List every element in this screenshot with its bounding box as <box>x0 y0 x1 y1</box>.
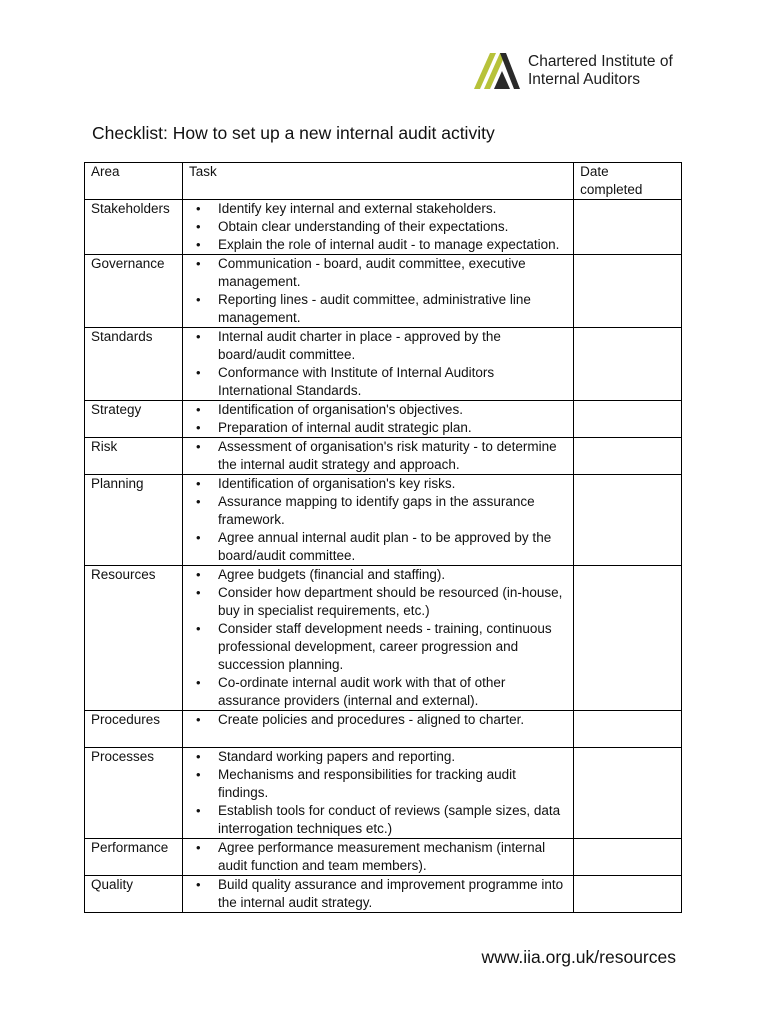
task-list <box>189 839 567 875</box>
logo-text <box>528 53 673 89</box>
checklist-body <box>85 200 682 913</box>
task-cell <box>182 711 573 748</box>
date-completed-cell[interactable] <box>574 711 682 748</box>
table-row <box>85 475 682 566</box>
table-row <box>85 328 682 401</box>
date-completed-cell[interactable] <box>574 475 682 566</box>
task-item: • Internal audit charter in place - approved by the board/audit committee. <box>189 328 567 364</box>
task-list <box>189 748 567 838</box>
area-cell: Risk <box>85 438 183 475</box>
task-cell <box>182 876 573 913</box>
task-item: • Obtain clear understanding of their expectations. <box>189 218 567 236</box>
date-completed-cell[interactable] <box>574 438 682 475</box>
area-cell: Governance <box>85 255 183 328</box>
table-row <box>85 711 682 748</box>
area-cell: Performance <box>85 839 183 876</box>
task-item: • Agree performance measurement mechanism (internal audit function and team members). <box>189 839 567 875</box>
header-date-line-1: Date <box>580 164 609 179</box>
date-completed-cell[interactable] <box>574 255 682 328</box>
task-item: • Build quality assurance and improvement programme into the internal audit strategy. <box>189 876 567 912</box>
task-item: • Standard working papers and reporting. <box>189 748 567 766</box>
table-header-row <box>85 163 682 200</box>
area-cell: Procedures <box>85 711 183 748</box>
task-item: • Preparation of internal audit strategic plan. <box>189 419 567 437</box>
task-item: • Reporting lines - audit committee, administrative line management. <box>189 291 567 327</box>
task-item: • Establish tools for conduct of reviews (sample sizes, data interrogation techniques etc.) <box>189 802 567 838</box>
area-cell: Resources <box>85 566 183 711</box>
task-item: • Mechanisms and responsibilities for tracking audit findings. <box>189 766 567 802</box>
task-item: • Co-ordinate internal audit work with that of other assurance providers (internal and external). <box>189 674 567 710</box>
area-cell: Standards <box>85 328 183 401</box>
footer-url[interactable]: www.iia.org.uk/resources <box>481 947 676 967</box>
table-row <box>85 200 682 255</box>
area-cell: Strategy <box>85 401 183 438</box>
task-cell <box>182 475 573 566</box>
task-cell <box>182 839 573 876</box>
header-area: Area <box>85 163 183 200</box>
task-item: • Consider how department should be resourced (in-house, buy in specialist requirements, etc.) <box>189 584 567 620</box>
task-item: • Explain the role of internal audit - to manage expectation. <box>189 236 567 254</box>
table-row <box>85 401 682 438</box>
date-completed-cell[interactable] <box>574 566 682 711</box>
task-list <box>189 200 567 254</box>
date-completed-cell[interactable] <box>574 328 682 401</box>
task-item: • Agree annual internal audit plan - to be approved by the board/audit committee. <box>189 529 567 565</box>
date-completed-cell[interactable] <box>574 876 682 913</box>
task-cell <box>182 200 573 255</box>
header-date-line-2: completed <box>580 182 643 197</box>
task-item: • Assessment of organisation's risk maturity - to determine the internal audit strategy and approach. <box>189 438 567 474</box>
table-row <box>85 438 682 475</box>
iia-chevron-logo-icon <box>474 51 520 91</box>
table-row <box>85 566 682 711</box>
table-row <box>85 255 682 328</box>
task-list <box>189 255 567 327</box>
task-list <box>189 401 567 437</box>
task-cell <box>182 748 573 839</box>
task-item: • Identification of organisation's objectives. <box>189 401 567 419</box>
task-list <box>189 438 567 474</box>
task-cell <box>182 566 573 711</box>
table-row <box>85 876 682 913</box>
date-completed-cell[interactable] <box>574 839 682 876</box>
task-list <box>189 711 567 729</box>
date-completed-cell[interactable] <box>574 401 682 438</box>
header-task: Task <box>182 163 573 200</box>
task-cell <box>182 438 573 475</box>
iia-logo <box>474 51 673 91</box>
task-item: • Conformance with Institute of Internal Auditors International Standards. <box>189 364 567 400</box>
task-list <box>189 876 567 912</box>
area-cell: Quality <box>85 876 183 913</box>
task-list <box>189 566 567 710</box>
task-cell <box>182 401 573 438</box>
checklist-table <box>84 162 682 913</box>
table-row <box>85 748 682 839</box>
task-item: • Create policies and procedures - aligned to charter. <box>189 711 567 729</box>
task-item: • Assurance mapping to identify gaps in the assurance framework. <box>189 493 567 529</box>
task-item: • Identify key internal and external stakeholders. <box>189 200 567 218</box>
task-item: • Agree budgets (financial and staffing). <box>189 566 567 584</box>
task-list <box>189 328 567 400</box>
task-item: • Communication - board, audit committee, executive management. <box>189 255 567 291</box>
date-completed-cell[interactable] <box>574 200 682 255</box>
header-date-completed <box>574 163 682 200</box>
date-completed-cell[interactable] <box>574 748 682 839</box>
task-cell <box>182 328 573 401</box>
table-row <box>85 839 682 876</box>
task-item: • Consider staff development needs - training, continuous professional development, career progression and succession planning. <box>189 620 567 674</box>
logo-line-2: Internal Auditors <box>528 71 641 88</box>
area-cell: Planning <box>85 475 183 566</box>
task-list <box>189 475 567 565</box>
logo-line-1: Chartered Institute of <box>528 53 673 70</box>
area-cell: Processes <box>85 748 183 839</box>
task-cell <box>182 255 573 328</box>
page-title: Checklist: How to set up a new internal audit activity <box>92 123 495 143</box>
area-cell: Stakeholders <box>85 200 183 255</box>
task-item: • Identification of organisation's key risks. <box>189 475 567 493</box>
